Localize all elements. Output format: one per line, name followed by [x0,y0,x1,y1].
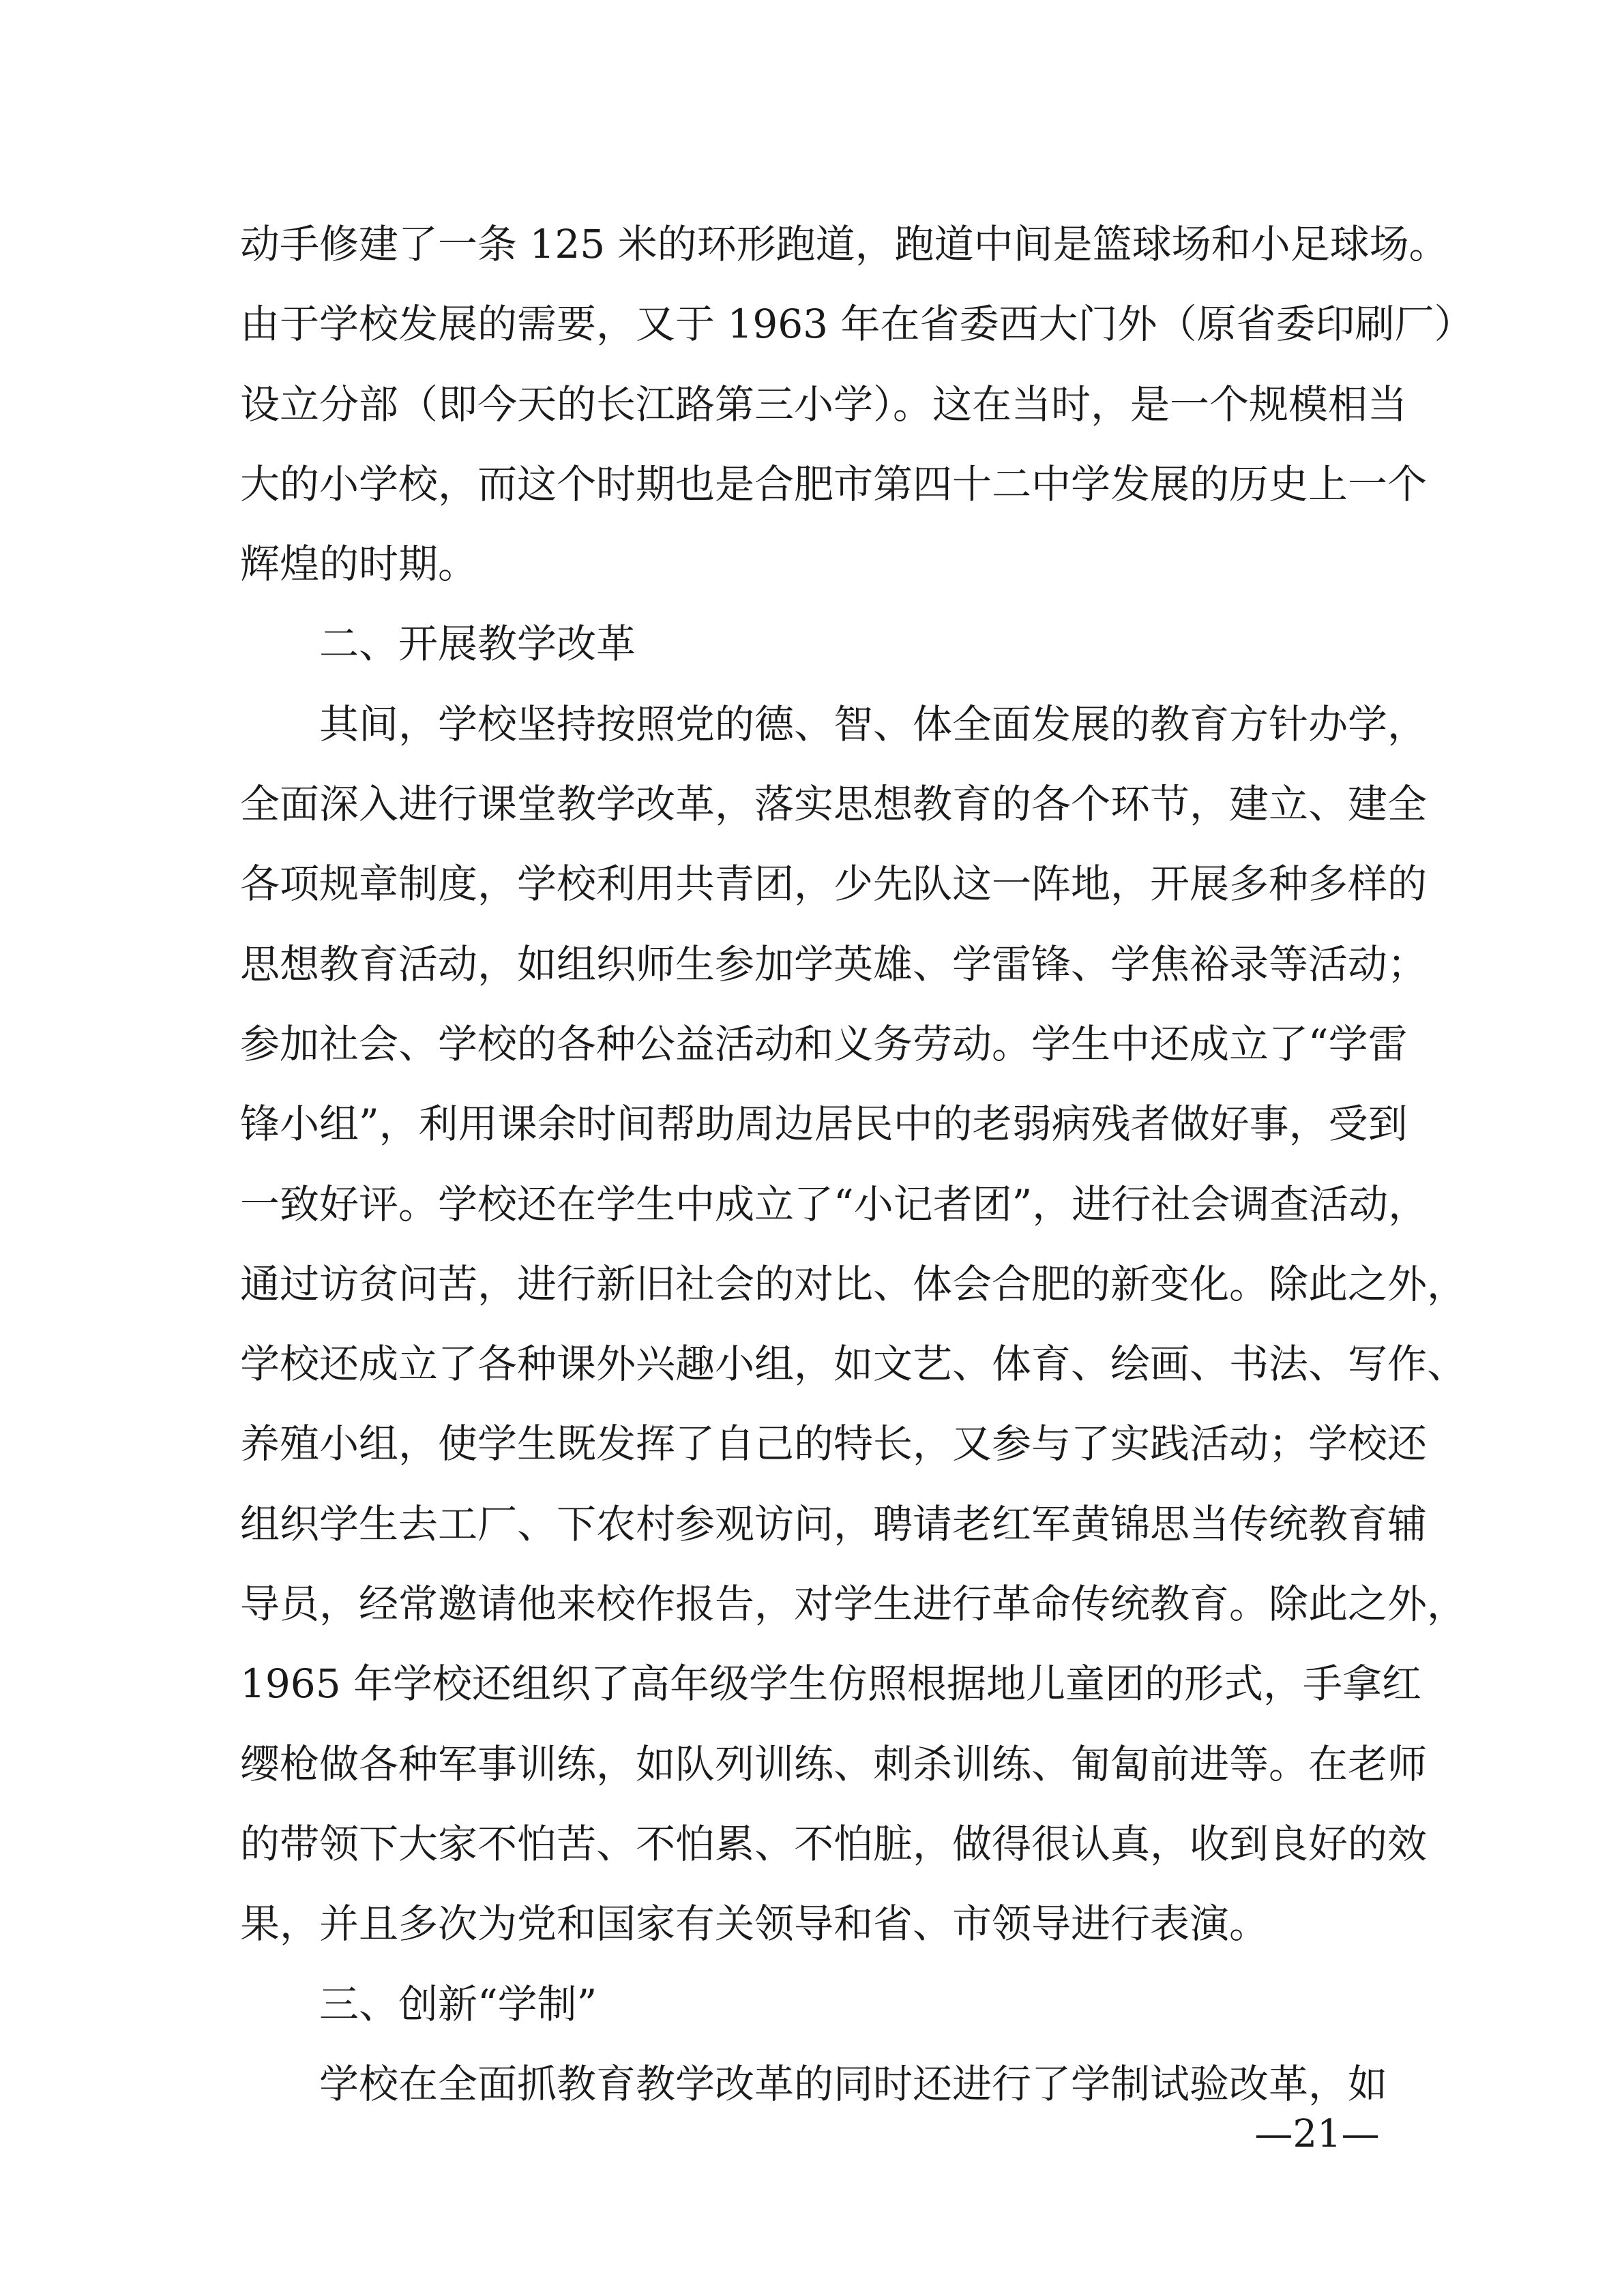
text-line: 全面深入进行课堂教学改革，落实思想教育的各个环节，建立、建全 [240,781,1428,828]
text-line: 一致好评。学校还在学生中成立了“小记者团”，进行社会调查活动， [240,1180,1428,1227]
text-line: 学校还成立了各种课外兴趣小组，如文艺、体育、绘画、书法、写作、 [240,1341,1467,1388]
body-text [240,205,1474,2124]
text-line: 导员，经常邀请他来校作报告，对学生进行革命传统教育。除此之外， [240,1581,1467,1628]
text-line: 学校在全面抓教育教学改革的同时还进行了学制试验改革，如 [319,2060,1388,2107]
text-line: 由于学校发展的需要，又于 1963 年在省委西大门外（原省委印刷厂） [240,301,1474,348]
page-number: —21— [1254,2112,1380,2156]
text-line: 设立分部（即今天的长江路第三小学）。这在当时，是一个规模相当 [240,381,1408,428]
text-line: 参加社会、学校的各种公益活动和义务劳动。学生中还成立了“学雷 [240,1020,1408,1067]
section-heading: 三、创新“学制” [319,1980,597,2027]
text-line: 1965 年学校还组织了高年级学生仿照根据地儿童团的形式，手拿红 [240,1660,1422,1708]
text-line: 果，并且多次为党和国家有关领导和省、市领导进行表演。 [240,1900,1269,1948]
text-line: 动手修建了一条 125 米的环形跑道，跑道中间是篮球场和小足球场。 [240,221,1449,267]
text-line: 缨枪做各种军事训练，如队列训练、刺杀训练、匍匐前进等。在老师 [240,1740,1428,1787]
text-line: 的带领下大家不怕苦、不怕累、不怕脏，做得很认真，收到良好的效 [240,1820,1428,1867]
text-line: 锋小组”，利用课余时间帮助周边居民中的老弱病残者做好事，受到 [240,1101,1408,1148]
text-line: 辉煌的时期。 [240,541,478,588]
text-line: 其间，学校坚持按照党的德、智、体全面发展的教育方针办学， [319,700,1428,747]
text-line: 思想教育活动，如组织师生参加学英雄、学雷锋、学焦裕录等活动； [240,940,1428,987]
section-heading: 二、开展教学改革 [319,621,636,668]
text-line: 通过访贫问苦，进行新旧社会的对比、体会合肥的新变化。除此之外， [240,1260,1467,1307]
text-line: 大的小学校，而这个时期也是合肥市第四十二中学发展的历史上一个 [240,460,1428,507]
text-line: 养殖小组，使学生既发挥了自己的特长，又参与了实践活动；学校还 [240,1420,1428,1467]
text-line: 各项规章制度，学校利用共青团，少先队这一阵地，开展多种多样的 [240,861,1428,908]
text-line: 组织学生去工厂、下农村参观访问，聘请老红军黄锦思当传统教育辅 [240,1500,1428,1547]
